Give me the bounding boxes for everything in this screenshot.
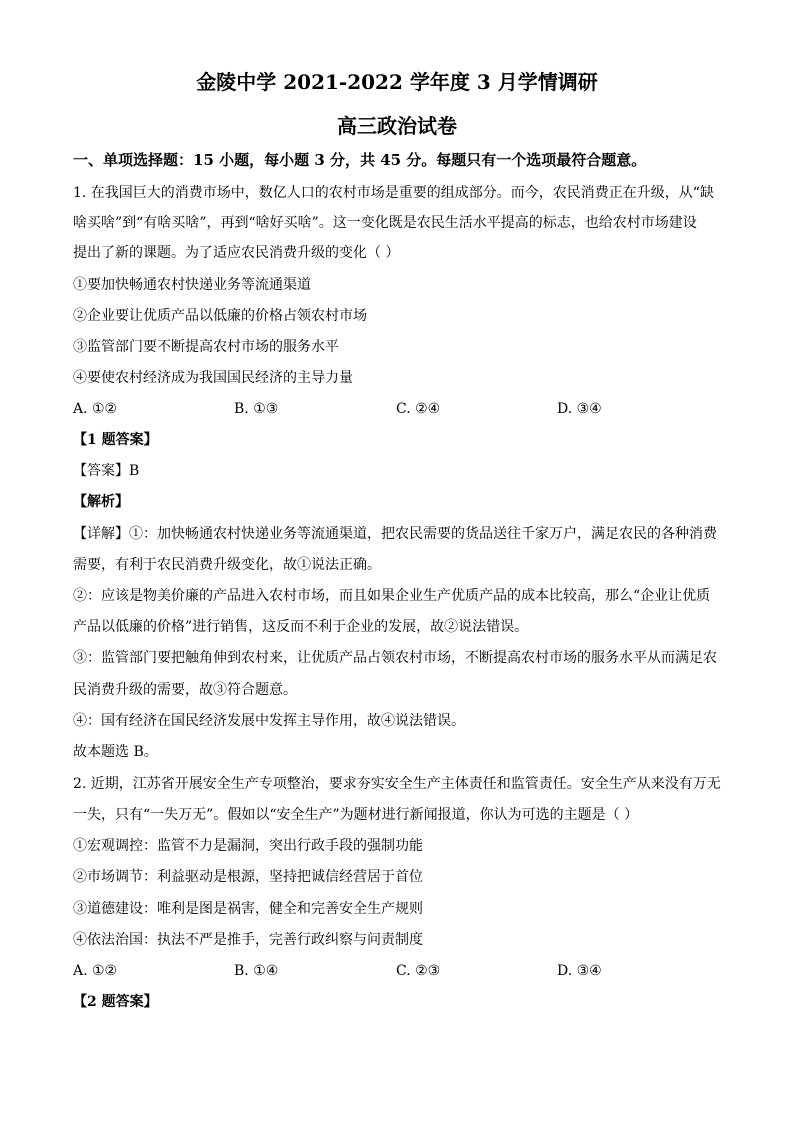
q2-stem-line: 2. 近期，江苏省开展安全生产专项整治，要求夯实安全生产主体责任和监管责任。安全生产从来没有万无 — [73, 776, 721, 792]
q2-option-a: A. ①② — [73, 963, 118, 979]
q1-detail-line: ④：国有经济在国民经济发展中发挥主导作用，故④说法错误。 — [73, 713, 465, 729]
q1-option-a: A. ①② — [73, 401, 118, 417]
q1-stem-line: 啥买啥”到“有啥买啥”，再到“啥好买啥”。这一变化既是农民生活水平提高的标志，也给农村市场建设 — [73, 215, 697, 231]
q1-stem-line: 1. 在我国巨大的消费市场中，数亿人口的农村市场是重要的组成部分。而今，农民消费正在升级，从“缺 — [73, 185, 714, 201]
q2-item: ④依法治国：执法不严是推手，完善行政纠察与问责制度 — [73, 932, 423, 948]
q1-option-c: C. ②④ — [396, 401, 441, 417]
q2-item: ③道德建设：唯利是图是祸害，健全和完善安全生产规则 — [73, 901, 423, 917]
q1-stem-line: 提出了新的课题。为了适应农民消费升级的变化（ ） — [73, 245, 400, 261]
q1-option-d: D. ③④ — [557, 401, 602, 417]
q1-detail-line: ③：监管部门要把触角伸到农村来，让优质产品占领农村市场，不断提高农村市场的服务水平从而满足农 — [73, 650, 717, 666]
q1-analysis-tag: 【解析】 — [73, 494, 129, 510]
q1-item: ①要加快畅通农村快递业务等流通渠道 — [73, 277, 311, 293]
exam-title: 金陵中学 2021-2022 学年度 3 月学情调研 — [196, 70, 598, 94]
q2-option-b: B. ①④ — [234, 963, 279, 979]
q1-option-b: B. ①③ — [234, 401, 279, 417]
q1-detail-line: 需要，有利于农民消费升级变化，故①说法正确。 — [73, 557, 381, 573]
q1-detail-line: 【详解】①：加快畅通农村快递业务等流通渠道，把农民需要的货品送往千家万户，满足农民的各种消费 — [73, 526, 717, 542]
q1-detail-line: 产品以低廉的价格”进行销售，这反而不利于企业的发展，故②说法错误。 — [73, 619, 529, 635]
q2-answer-tag: 【2 题答案】 — [73, 994, 158, 1010]
q1-answer-tag: 【1 题答案】 — [73, 432, 158, 448]
q1-detail-line: ②：应该是物美价廉的产品进入农村市场，而且如果企业生产优质产品的成本比较高，那么“企业让优质 — [73, 588, 711, 604]
q1-detail-line: 故本题选 B。 — [73, 744, 158, 760]
q2-option-d: D. ③④ — [557, 963, 602, 979]
q2-item: ①宏观调控：监管不力是漏洞，突出行政手段的强制功能 — [73, 838, 423, 854]
q1-answer: 【答案】B — [73, 463, 140, 479]
q1-item: ④要使农村经济成为我国国民经济的主导力量 — [73, 370, 353, 386]
q1-item: ②企业要让优质产品以低廉的价格占领农村市场 — [73, 308, 367, 324]
q1-item: ③监管部门要不断提高农村市场的服务水平 — [73, 339, 339, 355]
q2-item: ②市场调节：利益驱动是根源，坚持把诚信经营居于首位 — [73, 869, 423, 885]
section-heading: 一、单项选择题：15 小题，每小题 3 分，共 45 分。每题只有一个选项最符合题意。 — [73, 151, 647, 169]
q1-detail-line: 民消费升级的需要，故③符合题意。 — [73, 682, 297, 698]
q2-option-c: C. ②③ — [396, 963, 441, 979]
q2-stem-line: 一失，只有“一失万无”。假如以“安全生产”为题材进行新闻报道，你认为可选的主题是（ ） — [73, 807, 639, 823]
exam-subtitle: 高三政治试卷 — [337, 114, 457, 138]
